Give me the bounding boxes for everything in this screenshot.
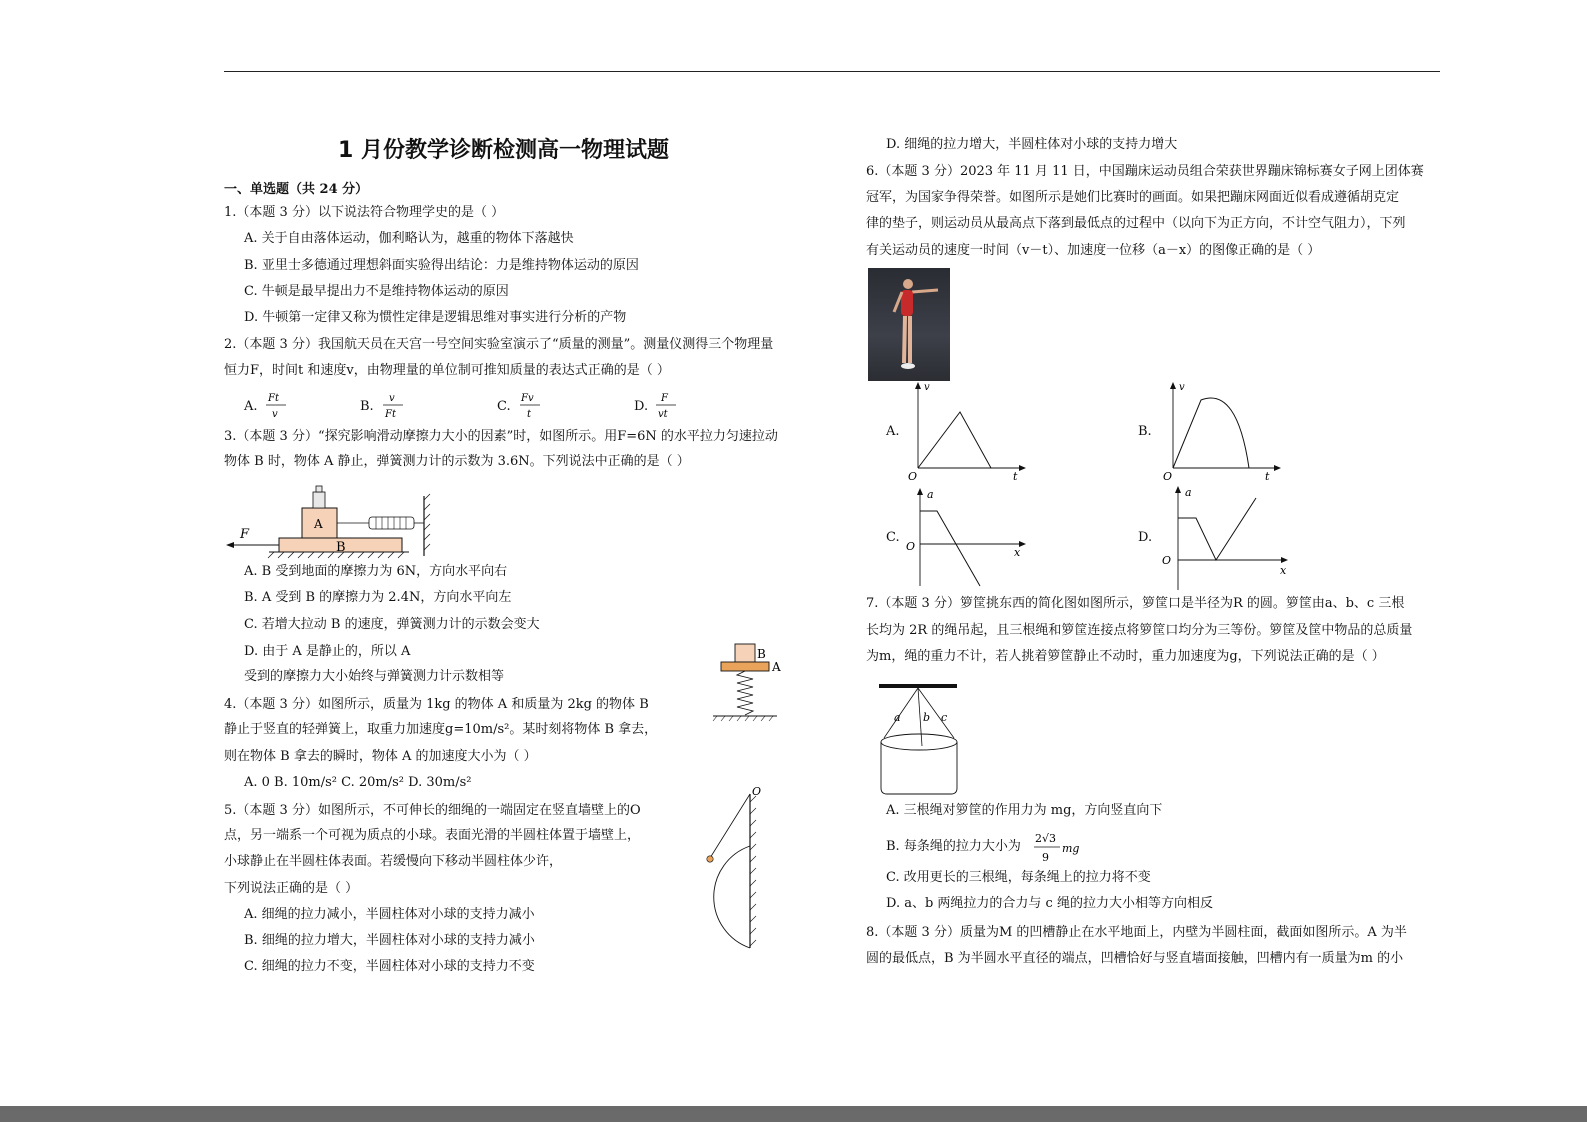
- q5-option-b: B. 细绳的拉力增大，半圆柱体对小球的支持力减小: [244, 933, 535, 948]
- q5-option-d: D. 细绳的拉力增大，半圆柱体对小球的支持力增大: [886, 137, 1178, 152]
- q2-fraction-c-num: Fv: [521, 393, 534, 404]
- q7-option-d: D. a、b 两绳拉力的合力与 c 绳的拉力大小相等方向相反: [886, 896, 1213, 911]
- q5-stem-3: 小球静止在半圆柱体表面。若缓慢向下移动半圆柱体少许，: [224, 854, 563, 869]
- q6-stem-4: 有关运动员的速度一时间（v－t）、加速度一位移（a－x）的图像正确的是（ ）: [866, 243, 1321, 258]
- q5-fig-label-o: O: [752, 785, 762, 798]
- q3-option-d-cont: 受到的摩擦力大小始终与弹簧测力计示数相等: [244, 669, 505, 684]
- q4-fig-label-b: B: [757, 647, 766, 661]
- q3-stem-2: 物体 B 时，物体 A 静止，弹簧测力计的示数为 3.6N。下列说法中正确的是（ ）: [224, 454, 690, 469]
- q2-fraction-a-num: Ft: [268, 393, 279, 404]
- bottom-band: [0, 1106, 1587, 1122]
- trampolinist-silhouette: [868, 268, 950, 381]
- q6-graph-d: [1158, 482, 1292, 592]
- q6-b-v-label: v: [1179, 382, 1185, 393]
- q6-c-a-label: a: [927, 488, 934, 501]
- q8-stem-2: 圆的最低点，B 为半圆水平直径的端点，凹槽恰好与竖直墙面接触，凹槽内有一质量为m 的小: [866, 951, 1404, 966]
- q3-fig-label-f: F: [240, 527, 250, 542]
- q6-b-t-label: t: [1265, 470, 1270, 482]
- q6-stem-2: 冠军，为国家争得荣誉。如图所示是她们比赛时的画面。如果把蹦床网面近似看成遵循胡克定: [866, 190, 1400, 205]
- q7-option-a: A. 三根绳对箩筐的作用力为 mg，方向竖直向下: [886, 803, 1163, 818]
- q4-stem-3: 则在物体 B 拿去的瞬时，物体 A 的加速度大小为（ ）: [224, 749, 537, 764]
- q6-graph-b: [1155, 380, 1285, 482]
- q6-a-t-label: t: [1013, 470, 1018, 482]
- q3-option-d: D. 由于 A 是静止的，所以 A: [244, 644, 411, 659]
- q2-fraction-a-den: v: [272, 409, 278, 420]
- q7-fig-label-b: b: [923, 711, 931, 724]
- q5-stem-2: 点，另一端系一个可视为质点的小球。表面光滑的半圆柱体置于墙壁上，: [224, 828, 641, 843]
- q2-option-a: A.: [244, 399, 258, 414]
- q2-fraction-a: [262, 390, 292, 426]
- q3-option-b: B. A 受到 B 的摩擦力为 2.4N，方向水平向左: [244, 590, 512, 605]
- q6-d-x-label: x: [1280, 564, 1287, 577]
- q2-option-d: D.: [634, 399, 649, 414]
- section-heading: 一、单选题（共 24 分）: [224, 182, 369, 197]
- q3-fig-label-b: B: [336, 540, 346, 555]
- q1-option-a: A. 关于自由落体运动，伽利略认为，越重的物体下落越快: [244, 231, 574, 246]
- q6-a-v-label: v: [924, 382, 930, 393]
- q2-stem-2: 恒力F，时间t 和速度v，由物理量的单位制可推知质量的表达式正确的是（ ）: [224, 363, 670, 378]
- q7-option-b: B. 每条绳的拉力大小为: [886, 839, 1021, 854]
- q7-stem-1: 7.（本题 3 分）箩筐挑东西的简化图如图所示，箩筐口是半径为R 的圆。箩筐由a、b、c 三根: [866, 596, 1405, 611]
- q4-stem-2: 静止于竖直的轻弹簧上，取重力加速度g=10m/s²。某时刻将物体 B 拿去，: [224, 722, 658, 737]
- q3-option-a: A. B 受到地面的摩擦力为 6N，方向水平向右: [244, 564, 508, 579]
- q6-option-d: D.: [1138, 530, 1153, 545]
- q6-d-o-label: O: [1162, 554, 1172, 567]
- q4-fig-label-a: A: [772, 660, 781, 674]
- q3-stem-1: 3.（本题 3 分）“探究影响滑动摩擦力大小的因素”时，如图所示。用F=6N 的水平拉力匀速拉动: [224, 429, 778, 444]
- q6-stem-3: 律的垫子，则运动员从最高点下落到最低点的过程中（以向下为正方向，不计空气阻力），下列: [866, 216, 1406, 231]
- q5-stem-4: 下列说法正确的是（ ）: [224, 881, 359, 896]
- q7-fig-label-c: c: [941, 711, 948, 724]
- q2-fraction-b-num: v: [389, 393, 395, 404]
- q4-stem-1: 4.（本题 3 分）如图所示，质量为 1kg 的物体 A 和质量为 2kg 的物体 B: [224, 697, 649, 712]
- q7-fig-label-a: a: [894, 711, 901, 724]
- q1-option-c: C. 牛顿是最早提出力不是维持物体运动的原因: [244, 284, 509, 299]
- q6-option-b: B.: [1138, 424, 1152, 439]
- q5-semicylinder-figure: [688, 782, 770, 954]
- q7-basket-figure: [874, 680, 964, 798]
- q4-options: A. 0 B. 10m/s² C. 20m/s² D. 30m/s²: [244, 775, 472, 790]
- q6-stem-1: 6.（本题 3 分）2023 年 11 月 11 日，中国蹦床运动员组合荣获世界蹦床锦标赛女子网上团体赛: [866, 164, 1424, 179]
- q6-a-o-label: O: [908, 470, 918, 482]
- q6-b-o-label: O: [1163, 470, 1173, 482]
- q2-fraction-d-den: vt: [658, 409, 668, 420]
- q4-spring-figure: [705, 640, 785, 724]
- header-rule: [224, 71, 1440, 72]
- q7-stem-3: 为m，绳的重力不计，若人挑着箩筐静止不动时，重力加速度为g，下列说法正确的是（ ）: [866, 649, 1385, 664]
- trampolinist-photo: [868, 268, 950, 381]
- q1-option-d: D. 牛顿第一定律又称为惯性定律是逻辑思维对事实进行分析的产物: [244, 310, 627, 325]
- q7-fraction-den: 9: [1042, 851, 1049, 864]
- q2-fraction-b-den: Ft: [385, 409, 396, 420]
- q5-option-c: C. 细绳的拉力不变，半圆柱体对小球的支持力不变: [244, 959, 535, 974]
- q8-stem-1: 8.（本题 3 分）质量为M 的凹槽静止在水平地面上，内壁为半圆柱面，截面如图所示。A 为半: [866, 925, 1407, 940]
- q7-fraction-num: 2√3: [1035, 832, 1057, 845]
- q7-option-c: C. 改用更长的三根绳，每条绳上的拉力将不变: [886, 870, 1151, 885]
- q6-graph-c: [900, 486, 1030, 590]
- q3-friction-figure: [224, 480, 436, 560]
- q7-fraction-tail: mg: [1062, 842, 1080, 855]
- q6-graph-a: [900, 380, 1030, 482]
- q6-option-a: A.: [886, 424, 900, 439]
- q2-option-c: C.: [497, 399, 511, 414]
- q3-option-c: C. 若增大拉动 B 的速度，弹簧测力计的示数会变大: [244, 617, 540, 632]
- q6-d-a-label: a: [1185, 486, 1192, 499]
- q2-fraction-d-num: F: [661, 393, 668, 404]
- q6-c-x-label: x: [1014, 546, 1021, 559]
- q5-option-a: A. 细绳的拉力减小，半圆柱体对小球的支持力减小: [244, 907, 535, 922]
- q6-option-c: C.: [886, 530, 900, 545]
- q2-stem-1: 2.（本题 3 分）我国航天员在天宫一号空间实验室演示了“质量的测量”。测量仪测得三个物理量: [224, 337, 774, 352]
- q2-fraction-c-den: t: [527, 409, 532, 420]
- q2-fraction-b: [379, 390, 409, 426]
- q7-fraction-b: [1032, 828, 1086, 868]
- q1-option-b: B. 亚里士多德通过理想斜面实验得出结论：力是维持物体运动的原因: [244, 258, 639, 273]
- q2-fraction-c: [516, 390, 546, 426]
- q6-c-o-label: O: [906, 540, 916, 553]
- q5-stem-1: 5.（本题 3 分）如图所示，不可伸长的细绳的一端固定在竖直墙壁上的O: [224, 803, 641, 818]
- q3-fig-label-a: A: [314, 517, 323, 531]
- q7-stem-2: 长均为 2R 的绳吊起，且三根绳和箩筐连接点将箩筐口均分为三等份。箩筐及筐中物品的总质量: [866, 623, 1413, 638]
- q2-fraction-d: [652, 390, 682, 426]
- q1-stem: 1.（本题 3 分）以下说法符合物理学史的是（ ）: [224, 205, 505, 220]
- q2-option-b: B.: [360, 399, 374, 414]
